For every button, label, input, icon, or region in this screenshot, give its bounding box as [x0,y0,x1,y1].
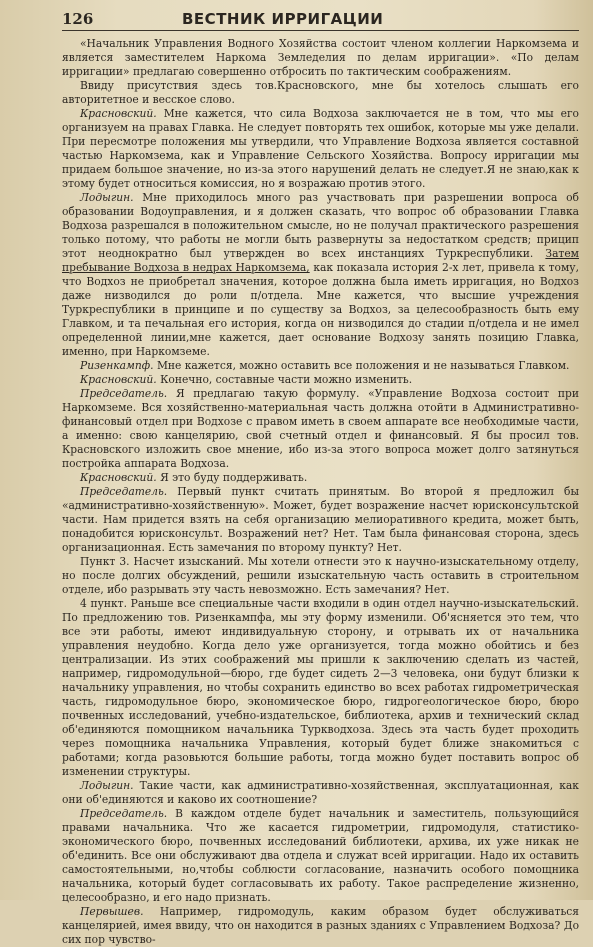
paragraph-text: «Начальник Управления Водного Хозяйства состоит членом коллегии Наркомзема и является заместителем Наркома Земледелия по делам ирригации». «По делам ирригации» предлагаю совершенно отбросить по тактическим соображениям. [62,37,579,78]
paragraph-text: Конечно, составные части можно изменить. [160,373,413,386]
speaker-name: Ризенкампф. [80,359,154,372]
paragraph-text: Например, гидромодуль, каким образом будет обслуживаться канцелярией, имея ввиду, что он находится в разных зданиях с Управлением Водхоза? До сих пор чувство- [62,905,579,946]
paragraph-text: Я предлагаю такую формулу. «Управление Водхоза состоит при Наркомземе. Вся хозяйственно-материальная часть должна отойти в Административно-финансовый отдел при Водхозе с правом иметь в своем аппарате все необходимые части, а именно: свою канцелярию, свой счетный отдел и финансовый. Я бы просил тов. Красновского изложить свое мнение, ибо из-за этого вопроса может долго затянуться постройка аппарата Водхоза. [62,387,579,470]
speaker-name: Лодыгин. [80,779,134,792]
paragraph-text: Пункт 3. Насчет изысканий. Мы хотели отнести это к научно-изыскательному отделу, но после долгих обсуждений, решили изыскательную часть оставить в строительном отделе, ибо разрывать эту часть невозможно. Есть замечания? Нет. [62,555,579,596]
paragraph [62,191,579,359]
paragraph [62,779,579,807]
speaker-name: Красновский. [80,471,157,484]
paragraph [62,597,579,779]
paragraph [62,905,579,947]
paragraph [62,471,579,485]
paragraph [62,807,579,905]
speaker-name: Председатель. [80,807,168,820]
speaker-name: Красновский. [80,373,157,386]
paragraph-text: Я это буду поддерживать. [160,471,308,484]
underlined-text: Затем пребывание Водхоза в недрах Наркомзема, [62,247,579,274]
article-body [62,37,579,947]
paragraph-text: Мне кажется, можно оставить все положения и не называться Главком. [156,359,570,372]
paragraph [62,387,579,471]
paragraph [62,107,579,191]
speaker-name: Красновский. [80,107,157,120]
page-header [62,10,579,31]
journal-title: ВЕСТНИК ИРРИГАЦИИ [182,10,384,28]
paragraph-text: В каждом отделе будет начальник и заместитель, пользующийся правами начальника. Что же касается гидрометрии, гидромодуля, статистико-экономического бюро, почвенных исследований библиотеки, архива, их уже никак не об'единить. Все они обслуживают два отдела и служат всей ирригации. Надо их оставить самостоятельными, но,чтобы соблюсти согласование, назначить особого помощника начальника, который будет согласовывать их работу. Такое распределение жизненно, целесообразно, и его надо признать. [62,807,579,904]
paragraph [62,37,579,79]
page-number: 126 [62,10,94,28]
speaker-name: Лодыгин. [80,191,134,204]
speaker-name: Первышев. [80,905,144,918]
paragraph-text: Ввиду присутствия здесь тов.Красновского, мне бы хотелось слышать его авторитетное и весское слово. [62,79,579,106]
paragraph [62,79,579,107]
speaker-name: Председатель. [80,485,168,498]
paragraph [62,373,579,387]
paragraph-text: Мне приходилось много раз участвовать при разрешении вопроса об образовании Водоуправления, и я должен сказать, что вопрос об образовании Главка Водхоза разрешался в положительном смысле, но не получал практического разрешения только потому, что работы не могли быть развернуты за недостатком средств; прицип этот неоднократно был утвержден во всех инстанциях Туркреспублики. [62,191,579,260]
paragraph [62,359,579,373]
paragraph-text: как показала история 2-х лет, привела к тому, что Водхоз не приобретал значения, которое должна была иметь ирригация, но Водхоз даже низводился до роли п/отдела. Мне кажется, что высшие учреждения Туркреспублики в принципе и по существу за Водхоз, за целесообразность быть ему Главком, и та печальная его история, когда он низводился до стадии п/отдела и не имел определенной линии,мне кажется, дает основание Водхозу занять позицию Главка, именно, при Наркомземе. [62,261,579,358]
paragraph [62,555,579,597]
paragraph-text: Первый пункт считать принятым. Во второй я предложил бы «административно-хозяйственную». Может, будет возражение насчет юрисконсультской части. Нам придется взять на себя организацию мелиоративного кредита, может быть, понадобится юрисконсульт. Возражений нет? Нет. Там была финансовая сторона, здесь организационная. Есть замечания по второму пункту? Нет. [62,485,579,554]
paragraph-text: Мне кажется, что сила Водхоза заключается не в том, что мы его организуем на правах Главка. Не следует повторять тех ошибок, которые мы уже делали. При пересмотре положения мы утвердили, что Управление Водхоза является составной частью Наркомзема, как и Управление Сельского Хозяйства. Вопросу ирригации мы придаем большое значение, но из-за этого нарушений делать не следует.Я не знаю,как к этому будет относиться комиссия, но я возражаю против этого. [62,107,579,190]
paragraph [62,485,579,555]
paragraph-text: Такие части, как административно-хозяйственная, эксплуатационная, как они об'единяются и каково их соотношение? [62,779,579,806]
paragraph-text: 4 пункт. Раньше все специальные части входили в один отдел научно-изыскательский. По предложению тов. Ризенкампфа, мы эту форму изменили. Об'ясняется это тем, что все эти работы, имеют индивидуальную сторону, и отрывать их от начальника управления неудобно. Когда дело уже организуется, тогда можно обойтись и без централизации. Из этих соображений мы пришли к заключению сделать из частей, например, гидромодульной—бюро, где будет сидеть 2—3 человека, они будут близки к начальнику управления, но чтобы сохранить единство во всех работах гидрометрическая часть, гидромодульное бюро, экономическое бюро, гидрогеологическое бюро, бюро почвенных исследований, учебно-издательское, библиотека, архив и технический склад об'единяются помощником начальника Туркводхоза. Здесь эта часть будет проходить через помощника начальника Управления, который будет ближе знакомиться с работами; когда разовьются большие работы, тогда можно будет поставить вопрос об изменении структуры. [62,597,579,778]
speaker-name: Председатель. [80,387,168,400]
